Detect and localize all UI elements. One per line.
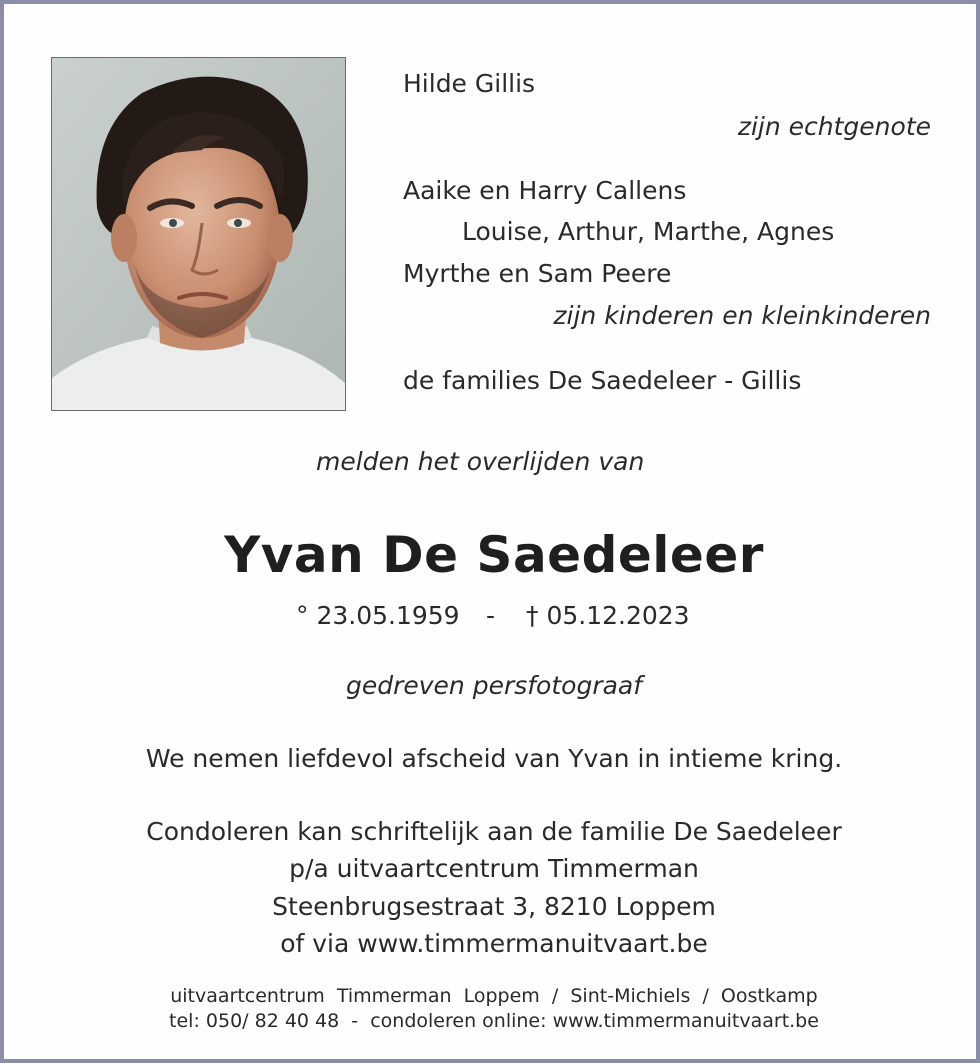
spouse-role: zijn echtgenote [737, 112, 931, 141]
portrait-photo [51, 57, 346, 411]
deceased-description: gedreven persfotograaf [345, 671, 643, 700]
birth-date: ° 23.05.1959 [296, 601, 460, 630]
children-role: zijn kinderen en kleinkinderen [553, 301, 931, 330]
child-2: Myrthe en Sam Peere [403, 259, 672, 288]
farewell-text: We nemen liefdevol afscheid van Yvan in intieme kring. [145, 744, 843, 773]
grandchildren: Louise, Arthur, Marthe, Agnes [462, 217, 835, 246]
families: de families De Saedeleer - Gillis [403, 366, 802, 395]
footer-line-1: uitvaartcentrum Timmerman Loppem / Sint-Michiels / Oostkamp [170, 985, 818, 1007]
date-separator: - [486, 601, 496, 630]
child-1: Aaike en Harry Callens [403, 176, 687, 205]
death-date: † 05.12.2023 [526, 601, 690, 630]
spouse-name: Hilde Gillis [403, 69, 536, 98]
condolences-website: of via www.timmermanuitvaart.be [280, 929, 708, 958]
condolences-address: Steenbrugsestraat 3, 8210 Loppem [272, 892, 716, 921]
condolences-line-1: Condoleren kan schriftelijk aan de familie De Saedeleer [146, 817, 842, 846]
announcement: melden het overlijden van [316, 447, 645, 476]
footer-line-2: tel: 050/ 82 40 48 - condoleren online: www.timmermanuitvaart.be [169, 1010, 819, 1032]
deceased-name: Yvan De Saedeleer [224, 526, 764, 584]
condolences-line-2: p/a uitvaartcentrum Timmerman [289, 854, 699, 883]
